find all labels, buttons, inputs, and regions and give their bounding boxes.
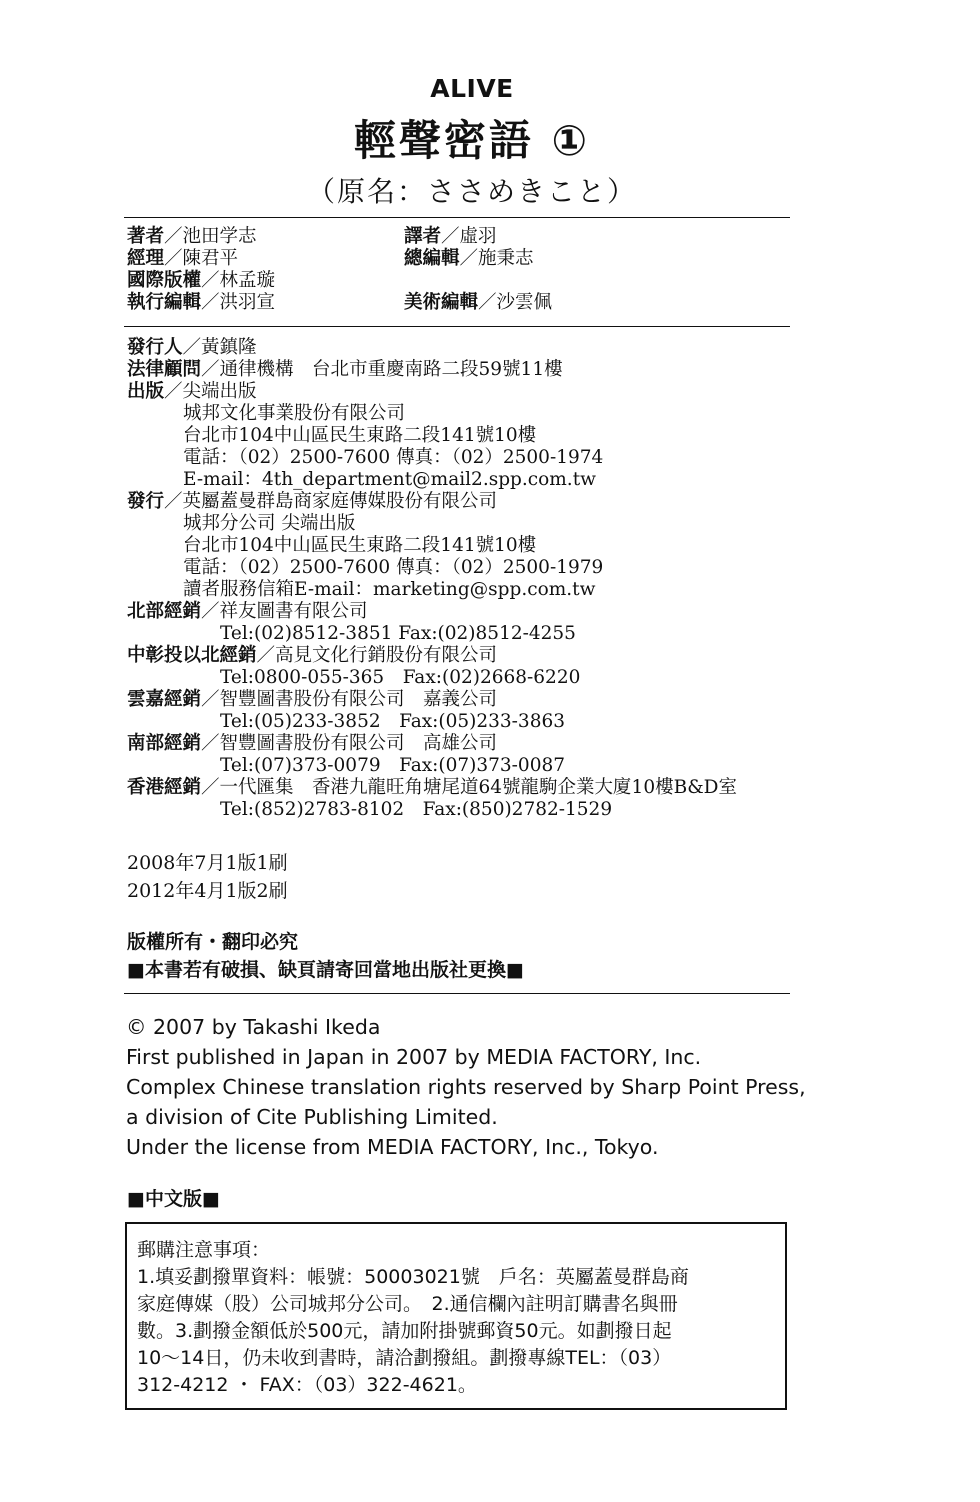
order-notice-box	[125, 1222, 787, 1410]
credit-label: 著者	[127, 226, 165, 247]
notice-line: 312-4212 ・ FAX：（03）322-4621。	[137, 1374, 477, 1396]
publication-line	[127, 689, 827, 711]
publication-line	[127, 755, 827, 777]
publication-line	[127, 381, 827, 403]
publication-value: 台北市104中山區民生東路二段141號10樓	[183, 425, 537, 446]
notice-line: 1.填妥劃撥單資料：帳號：50003021號 戶名：英屬蓋曼群島商	[137, 1266, 689, 1288]
credit-value: ／林孟璇	[201, 270, 276, 291]
credit-label: 美術編輯	[404, 292, 479, 313]
publication-value: Tel:(852)2783-8102 Fax:(850)2782-1529	[220, 799, 613, 820]
publication-value: 城邦分公司 尖端出版	[183, 513, 356, 534]
publication-line	[127, 513, 827, 535]
publication-line	[127, 601, 827, 623]
english-line: Complex Chinese translation rights reserved by Sharp Point Press,	[126, 1075, 806, 1099]
divider	[124, 326, 790, 327]
credit-value: ／洪羽宣	[201, 292, 276, 313]
replacement-line: ■本書若有破損、缺頁請寄回當地出版社更換■	[127, 959, 524, 981]
publication-label: 北部經銷	[127, 601, 202, 622]
english-line: a division of Cite Publishing Limited.	[126, 1105, 498, 1129]
publication-line	[127, 447, 827, 469]
copyright-line: 版權所有・翻印必究	[127, 931, 299, 953]
book-title: 輕聲密語 ①	[353, 116, 591, 165]
publication-label: 發行	[127, 491, 165, 512]
credit-row	[127, 292, 787, 314]
publication-label: 香港經銷	[127, 777, 202, 798]
publication-value: ／英屬蓋曼群島商家庭傳媒股份有限公司	[164, 491, 498, 512]
credit-value: ／虛羽	[441, 226, 497, 247]
publication-value: ／祥友圖書有限公司	[201, 601, 368, 622]
edition-history	[127, 849, 288, 905]
publication-value: E-mail：4th_department@mail2.spp.com.tw	[183, 469, 596, 490]
publication-line	[127, 425, 827, 447]
publication-line	[127, 403, 827, 425]
original-title: （原名：ささめきこと）	[306, 175, 637, 208]
publication-value: 電話：（02）2500-7600 傳真：（02）2500-1979	[183, 557, 604, 578]
credits-block	[127, 226, 787, 314]
publication-value: Tel:(05)233-3852 Fax:(05)233-3863	[220, 711, 566, 732]
notice-line: 郵購注意事項：	[137, 1239, 271, 1261]
publication-line	[127, 469, 827, 491]
notice-line: 家庭傳媒（股）公司城邦分公司。 2.通信欄內註明訂購書名與冊	[137, 1293, 678, 1315]
publication-value: ／一代匯集 香港九龍旺角塘尾道64號龍駒企業大廈10樓B&D室	[201, 777, 737, 798]
divider	[124, 993, 790, 994]
publication-value: Tel:0800-055-365 Fax:(02)2668-6220	[220, 667, 581, 688]
publication-value: ／尖端出版	[164, 381, 257, 402]
publication-value: 城邦文化事業股份有限公司	[183, 403, 406, 424]
credit-value: ／施秉志	[459, 248, 534, 269]
publication-label: 南部經銷	[127, 733, 202, 754]
publication-value: ／智豐圖書股份有限公司 高雄公司	[201, 733, 498, 754]
credit-label: 經理	[127, 248, 165, 269]
publication-line	[127, 645, 827, 667]
publication-line	[127, 777, 827, 799]
edition-line: 2012年4月1版2刷	[127, 880, 288, 902]
credit-value: ／池田学志	[164, 226, 257, 247]
publication-value: 電話：（02）2500-7600 傳真：（02）2500-1974	[183, 447, 604, 468]
divider	[124, 217, 790, 218]
credit-label: 譯者	[404, 226, 442, 247]
publication-value: 讀者服務信箱E-mail：marketing@spp.com.tw	[183, 579, 596, 600]
notice-line: 數。3.劃撥金額低於500元，請加附掛號郵資50元。如劃撥日起	[137, 1320, 672, 1342]
publication-value: Tel:(07)373-0079 Fax:(07)373-0087	[220, 755, 566, 776]
publication-line	[127, 799, 827, 821]
credit-row	[127, 226, 787, 248]
series-name: ALIVE	[430, 74, 514, 103]
credit-value: ／沙雲佩	[478, 292, 553, 313]
publication-value: ／智豐圖書股份有限公司 嘉義公司	[201, 689, 498, 710]
publication-line	[127, 337, 827, 359]
chinese-edition-label: ■中文版■	[127, 1188, 220, 1210]
publication-value: ／黃鎮隆	[182, 337, 257, 358]
credit-row	[127, 270, 787, 292]
publication-line	[127, 359, 827, 381]
publication-line	[127, 579, 827, 601]
publication-line	[127, 733, 827, 755]
edition-line: 2008年7月1版1刷	[127, 852, 288, 874]
publication-info	[127, 337, 827, 821]
publication-label: 法律顧問	[127, 359, 202, 380]
publication-label: 發行人	[127, 337, 183, 358]
credit-label: 執行編輯	[127, 292, 202, 313]
english-copyright	[126, 1012, 906, 1162]
publication-label: 雲嘉經銷	[127, 689, 202, 710]
english-line: First published in Japan in 2007 by MEDIA FACTORY, Inc.	[126, 1045, 702, 1069]
publication-value: 台北市104中山區民生東路二段141號10樓	[183, 535, 537, 556]
english-line: Under the license from MEDIA FACTORY, Inc., Tokyo.	[126, 1135, 659, 1159]
publication-line	[127, 491, 827, 513]
credit-value: ／陳君平	[164, 248, 239, 269]
publication-line	[127, 711, 827, 733]
publication-value: ／通律機構 台北市重慶南路二段59號11樓	[201, 359, 563, 380]
publication-line	[127, 557, 827, 579]
publication-value: Tel:(02)8512-3851 Fax:(02)8512-4255	[220, 623, 576, 644]
publication-label: 中彰投以北經銷	[127, 645, 257, 666]
rights-notice	[127, 928, 524, 984]
publication-label: 出版	[127, 381, 165, 402]
credit-row	[127, 248, 787, 270]
publication-line	[127, 535, 827, 557]
publication-value: ／高見文化行銷股份有限公司	[256, 645, 498, 666]
publication-line	[127, 623, 827, 645]
english-line: © 2007 by Takashi Ikeda	[126, 1015, 381, 1039]
publication-line	[127, 667, 827, 689]
notice-line: 10～14日，仍未收到書時，請洽劃撥組。劃撥專線TEL：（03）	[137, 1347, 672, 1369]
credit-label: 國際版權	[127, 270, 202, 291]
credit-label: 總編輯	[404, 248, 460, 269]
